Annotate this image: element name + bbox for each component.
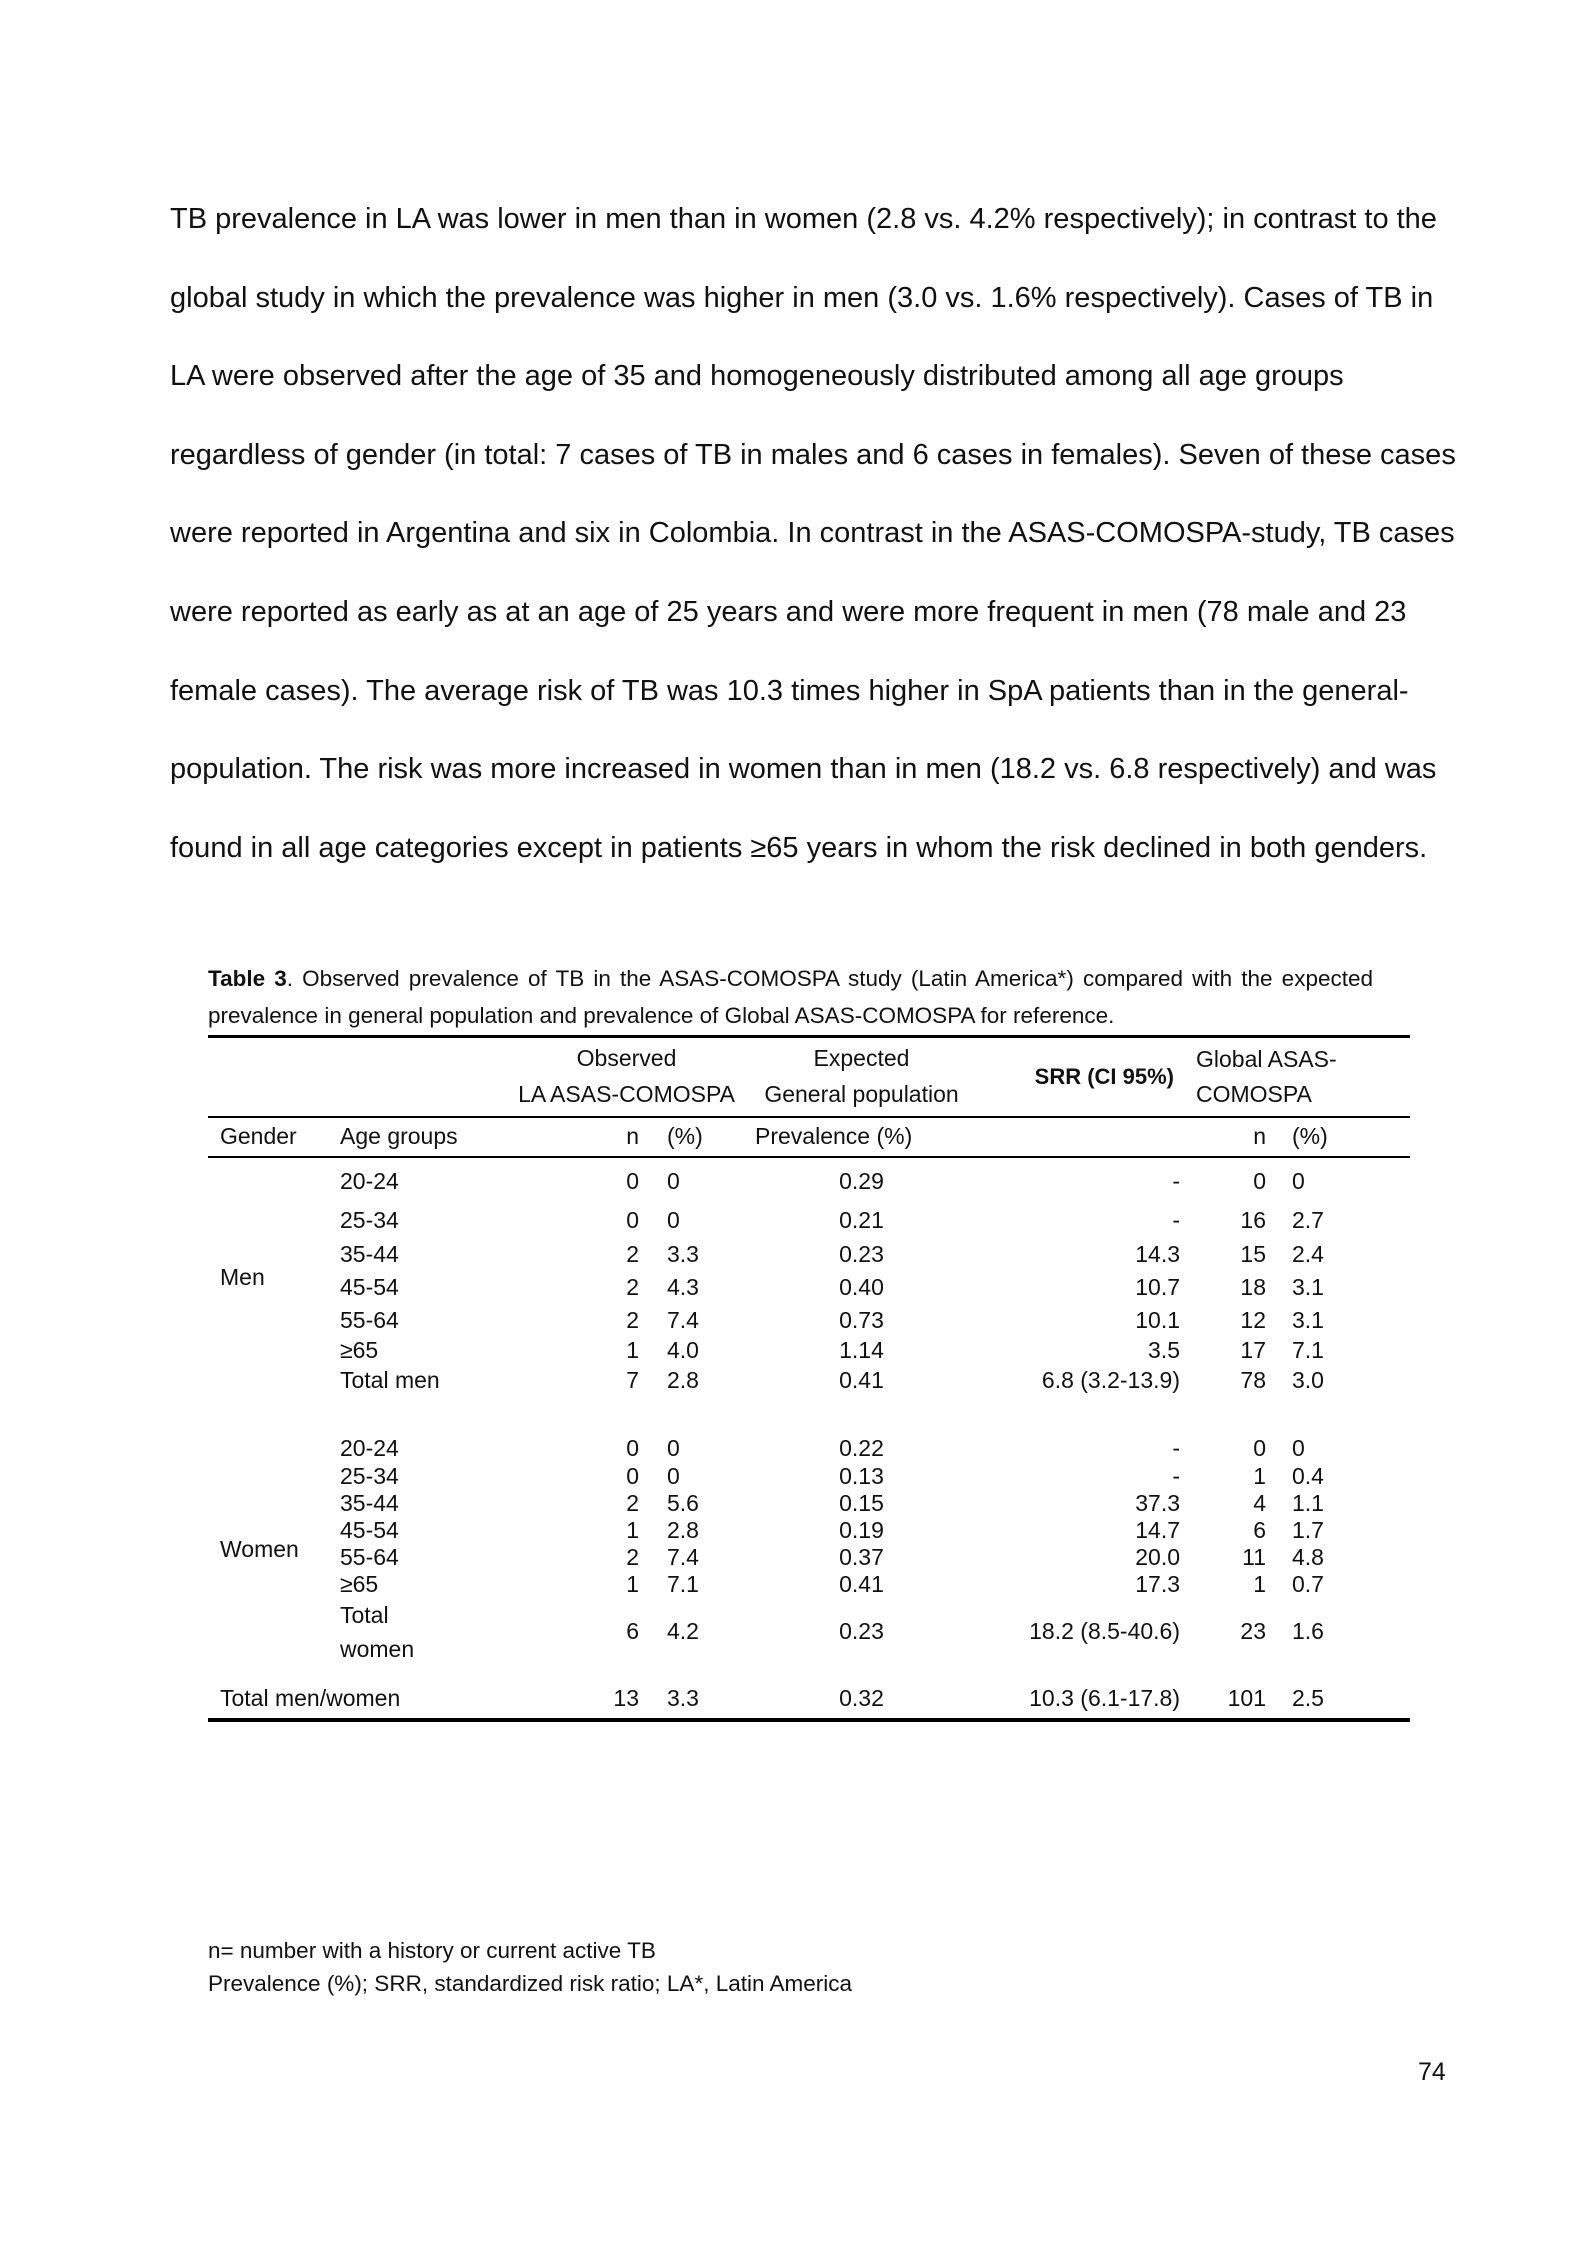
observed-header-line2: LA ASAS-COMOSPA [518, 1081, 735, 1107]
cell-global-pct: 1.6 [1292, 1618, 1324, 1644]
cell-srr: - [1172, 1168, 1180, 1194]
cell-prevalence: 0.13 [839, 1462, 884, 1489]
cell-srr: 10.3 (6.1-17.8) [974, 1666, 1180, 1720]
cell-srr: - [1172, 1462, 1180, 1489]
table-row [208, 1490, 1410, 1517]
global-n-header: n [1180, 1117, 1266, 1157]
cell-prevalence: 0.41 [839, 1367, 884, 1393]
cell-global-n: 101 [1180, 1666, 1266, 1720]
text-line: female cases). The average risk of TB was 10.3 times higher in SpA patients than in the general- [170, 674, 1409, 707]
table-row [208, 1463, 1410, 1490]
cell-global-n: 23 [1240, 1618, 1266, 1644]
cell-age: 25-34 [340, 1462, 399, 1489]
prevalence-table [208, 1035, 1410, 1722]
cell-global-n: 0 [1253, 1434, 1266, 1461]
cell-prevalence: 0.22 [839, 1434, 884, 1461]
cell-age: 35-44 [340, 1489, 399, 1516]
cell-global-pct: 3.1 [1292, 1306, 1324, 1333]
cell-global-pct: 3.1 [1292, 1274, 1324, 1300]
cell-srr: 17.3 [1135, 1570, 1180, 1597]
cell-pct: 4.0 [667, 1337, 699, 1363]
cell-global-n: 78 [1240, 1367, 1266, 1393]
observed-header-line1: Observed [576, 1045, 677, 1071]
table-row [208, 1204, 1410, 1238]
women-total-row [208, 1598, 1410, 1666]
cell-global-pct: 3.0 [1292, 1367, 1324, 1393]
cell-global-pct: 0 [1292, 1168, 1305, 1194]
table-row [208, 1544, 1410, 1571]
gender-label: Men [220, 1264, 265, 1290]
cell-n: 1 [626, 1337, 639, 1363]
cell-age: ≥65 [340, 1337, 379, 1363]
table-caption-text: . Observed prevalence of TB in the ASAS-COMOSPA study (Latin America*) compared with the expected prevalence in general population and prevalence of Global ASAS-COMOSPA for reference. [208, 966, 1373, 1028]
cell-prevalence: 1.14 [839, 1337, 884, 1363]
cell-pct: 0 [667, 1207, 680, 1233]
age-header: Age groups [340, 1117, 504, 1157]
cell-age: ≥65 [340, 1570, 379, 1597]
text-line: TB prevalence in LA was lower in men than in women (2.8 vs. 4.2% respectively); in contrast to the [170, 203, 1437, 235]
expected-header-line2: General population [764, 1081, 959, 1107]
cell-global-pct: 1.7 [1292, 1516, 1324, 1543]
global-header-line1: Global ASAS- [1196, 1045, 1337, 1072]
cell-age: 55-64 [340, 1306, 399, 1333]
cell-pct: 0 [667, 1462, 680, 1489]
cell-pct: 5.6 [667, 1489, 699, 1516]
cell-age: 45-54 [340, 1516, 399, 1543]
total-women-line2: women [340, 1635, 415, 1662]
cell-pct: 7.4 [667, 1543, 699, 1570]
expected-header-line1: Expected [813, 1045, 910, 1071]
cell-pct: 3.3 [667, 1240, 699, 1267]
cell-pct: 7.4 [667, 1306, 699, 1333]
cell-srr: 14.7 [1135, 1516, 1180, 1543]
cell-n: 0 [626, 1168, 639, 1194]
cell-prevalence: 0.37 [839, 1543, 884, 1570]
cell-global-pct: 2.7 [1292, 1207, 1324, 1233]
cell-age: 20-24 [340, 1168, 399, 1194]
cell-pct: 4.3 [667, 1274, 699, 1300]
global-header-line2: COMOSPA [1196, 1080, 1312, 1107]
cell-srr: 6.8 (3.2-13.9) [1041, 1367, 1180, 1393]
text-line: found in all age categories except in patients ≥65 years in whom the risk declined in both genders. [170, 831, 1428, 864]
cell-global-n: 0 [1253, 1168, 1266, 1194]
table-group-header-row [208, 1037, 1410, 1117]
cell-n: 13 [504, 1666, 639, 1720]
page-number: 74 [1418, 2058, 1446, 2086]
cell-global-pct: 0.7 [1292, 1570, 1324, 1597]
cell-age: Total men [340, 1367, 440, 1393]
cell-global-n: 15 [1240, 1240, 1266, 1267]
global-header [1180, 1037, 1410, 1117]
cell-srr: 10.7 [1135, 1274, 1180, 1300]
prevalence-header: Prevalence (%) [749, 1117, 974, 1157]
text-line: global study in which the prevalence was higher in men (3.0 vs. 1.6% respectively). Cases of TB in [170, 281, 1434, 314]
cell-prevalence: 0.19 [839, 1516, 884, 1543]
table-caption [208, 960, 1373, 1034]
table-notes [208, 1934, 852, 2000]
cell-n: 2 [626, 1489, 639, 1516]
cell-age: 20-24 [340, 1434, 399, 1461]
observed-header [504, 1037, 749, 1117]
global-pct-header: (%) [1266, 1117, 1410, 1157]
cell-global-pct: 2.5 [1266, 1666, 1410, 1720]
cell-pct: 3.3 [639, 1666, 749, 1720]
cell-global-n: 18 [1240, 1274, 1266, 1300]
pct-header: (%) [639, 1117, 749, 1157]
cell-n: 2 [626, 1240, 639, 1267]
table-row [208, 1434, 1410, 1463]
cell-prevalence: 0.40 [839, 1274, 884, 1300]
cell-global-n: 17 [1240, 1337, 1266, 1363]
table-row [208, 1271, 1410, 1305]
table-sub-header-row [208, 1117, 1410, 1157]
cell-n: 1 [626, 1570, 639, 1597]
cell-global-n: 12 [1240, 1306, 1266, 1333]
expected-header [749, 1037, 974, 1117]
cell-srr: - [1172, 1207, 1180, 1233]
cell-global-n: 1 [1253, 1570, 1266, 1597]
table-caption-label: Table 3 [208, 966, 287, 991]
srr-header: SRR (CI 95%) [974, 1037, 1180, 1117]
cell-srr: - [1172, 1434, 1180, 1461]
cell-n: 2 [626, 1543, 639, 1570]
cell-n: 0 [626, 1462, 639, 1489]
table-row [208, 1517, 1410, 1544]
n-header: n [504, 1117, 639, 1157]
cell-srr: 20.0 [1135, 1543, 1180, 1570]
note-line: n= number with a history or current active TB [208, 1938, 656, 1963]
cell-global-pct: 2.4 [1292, 1240, 1324, 1267]
cell-global-pct: 0.4 [1292, 1462, 1324, 1489]
cell-global-pct: 4.8 [1292, 1543, 1324, 1570]
cell-age: 45-54 [340, 1274, 399, 1300]
table-row [208, 1366, 1410, 1396]
cell-srr: 14.3 [1135, 1240, 1180, 1267]
cell-srr: 18.2 (8.5-40.6) [1029, 1618, 1180, 1644]
cell-srr: 3.5 [1148, 1337, 1180, 1363]
body-paragraph [170, 180, 1458, 887]
text-line: were reported as early as at an age of 25 years and were more frequent in men (78 male and 23 [170, 595, 1407, 628]
cell-prevalence: 0.23 [839, 1240, 884, 1267]
cell-pct: 7.1 [667, 1570, 699, 1597]
total-women-line1: Total [340, 1601, 389, 1628]
cell-prevalence: 0.73 [839, 1306, 884, 1333]
cell-pct: 2.8 [667, 1516, 699, 1543]
gender-label: Women [220, 1536, 299, 1562]
cell-global-n: 16 [1240, 1207, 1266, 1233]
cell-age: 25-34 [340, 1207, 399, 1233]
cell-srr: 10.1 [1135, 1306, 1180, 1333]
cell-global-n: 1 [1253, 1462, 1266, 1489]
cell-prevalence: 0.23 [839, 1618, 884, 1644]
cell-pct: 0 [667, 1434, 680, 1461]
cell-global-n: 4 [1253, 1489, 1266, 1516]
cell-global-n: 11 [1242, 1543, 1266, 1570]
cell-n: 1 [626, 1516, 639, 1543]
cell-age: 35-44 [340, 1240, 399, 1267]
cell-prevalence: 0.21 [839, 1207, 884, 1233]
text-line: LA were observed after the age of 35 and homogeneously distributed among all age groups [170, 360, 1344, 393]
cell-global-n: 6 [1253, 1516, 1266, 1543]
grand-total-row [208, 1666, 1410, 1720]
cell-age: 55-64 [340, 1543, 399, 1570]
text-line: regardless of gender (in total: 7 cases of TB in males and 6 cases in females). Seven of these cases [170, 438, 1456, 471]
cell-n: 7 [626, 1367, 639, 1393]
cell-age [340, 1598, 504, 1666]
cell-n: 2 [626, 1274, 639, 1300]
cell-pct: 2.8 [667, 1367, 699, 1393]
note-line: Prevalence (%); SRR, standardized risk ratio; LA*, Latin America [208, 1971, 853, 1996]
men-section [208, 1157, 1410, 1396]
grand-total-label: Total men/women [208, 1666, 504, 1720]
cell-prevalence: 0.41 [839, 1570, 884, 1597]
cell-n: 2 [626, 1306, 639, 1333]
table-row [208, 1160, 1410, 1204]
table-row [208, 1571, 1410, 1598]
cell-srr: 37.3 [1135, 1489, 1180, 1516]
cell-global-pct: 1.1 [1292, 1489, 1324, 1516]
cell-pct: 4.2 [667, 1618, 699, 1644]
table-row [208, 1238, 1410, 1271]
table-row [208, 1305, 1410, 1336]
cell-prevalence: 0.32 [749, 1666, 974, 1720]
table-row [208, 1336, 1410, 1366]
cell-prevalence: 0.15 [839, 1489, 884, 1516]
cell-global-pct: 0 [1292, 1434, 1305, 1461]
cell-prevalence: 0.29 [839, 1168, 884, 1194]
cell-n: 0 [626, 1207, 639, 1233]
cell-pct: 0 [667, 1168, 680, 1194]
gender-header: Gender [208, 1117, 340, 1157]
text-line: population. The risk was more increased in women than in men (18.2 vs. 6.8 respectively) and was [170, 753, 1437, 786]
cell-n: 6 [626, 1618, 639, 1644]
text-line: were reported in Argentina and six in Colombia. In contrast in the ASAS-COMOSPA-study, TB cases [170, 517, 1455, 550]
women-section [208, 1396, 1410, 1666]
cell-global-pct: 7.1 [1292, 1337, 1324, 1363]
cell-n: 0 [626, 1434, 639, 1461]
